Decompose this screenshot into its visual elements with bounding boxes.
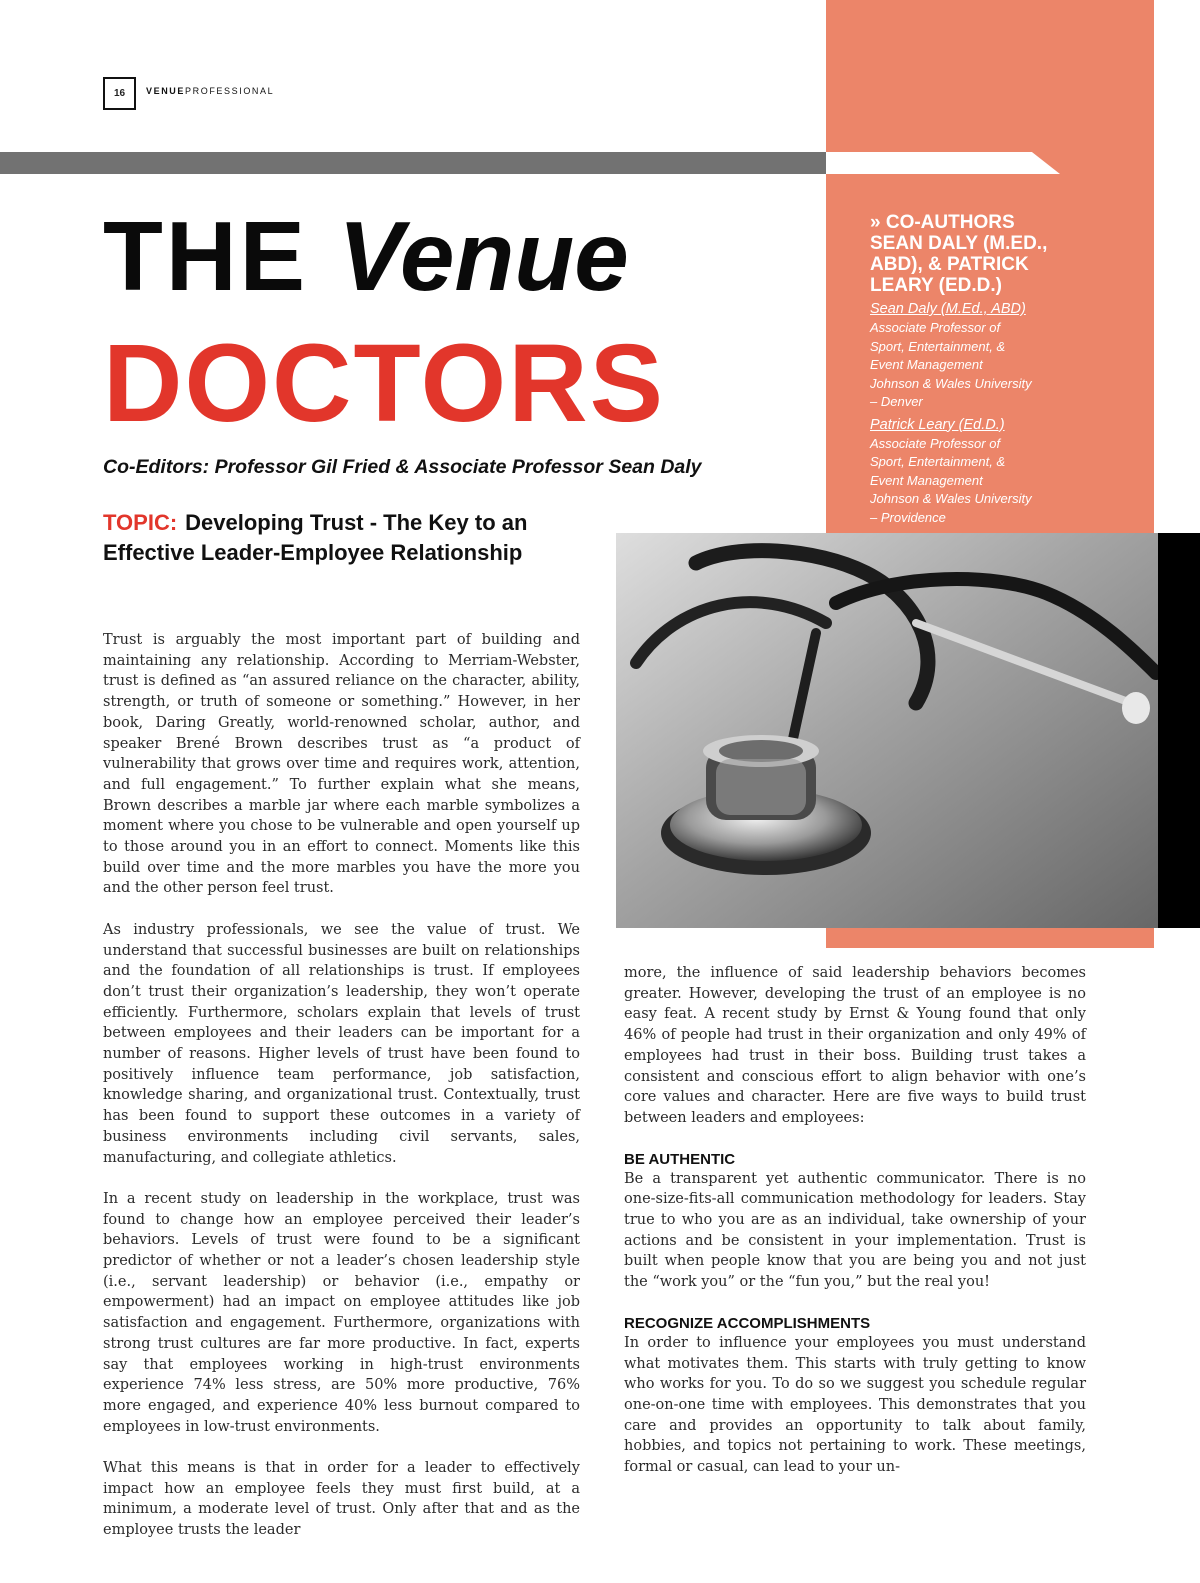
- stethoscope-photo: [616, 533, 1158, 928]
- page-number: 16: [103, 77, 136, 110]
- topic-label: TOPIC:: [103, 510, 178, 535]
- body-paragraph-7: In order to influence your employees you must understand what motivates them. This starts with truly getting to know who works for you. To do so we suggest you schedule regular one-on-one time with employees. This demonstrates that you care and provides an opportunity to talk about family, hobbies, and topics not pertaining to work. These meetings, formal or casual, can lead to your un-: [624, 1334, 1086, 1476]
- author-1-name[interactable]: Sean Daly (M.Ed., ABD): [870, 301, 1026, 317]
- body-paragraph-1: Trust is arguably the most important part of building and maintaining any relationship. According to Merriam-Webster, trust is defined as “an assured reliance on the character, ability, strength, or truth of someone or something.” However, in her book, Daring Greatly, world-renowned scholar, author, and speaker Brené Brown describes trust as “a product of vulnerability that grows over time and requires work, attention, and full engagement.” To further explain what she means, Brown describes a marble jar where each marble symbolizes a moment where you chose to be vulnerable and open yourself up to those around you in an effort to connect. Moments like this build over time and the more marbles you have the more you and the other person feel trust.: [103, 632, 580, 897]
- masthead-brand-bold: VENUE: [146, 86, 186, 96]
- masthead: [146, 86, 274, 96]
- header-rule-notch: [826, 152, 1060, 174]
- body-paragraph-2: As industry professionals, we see the value of trust. We understand that successful businesses are built on relationships and the foundation of all relationships is trust. If employees don’t trust their organization’s leadership, they won’t operate efficiently. Furthermore, scholars explain that levels of trust between employees and their leaders can be important for a number of reasons. Higher levels of trust have been found to positively influence team performance, job satisfaction, knowledge sharing, and organizational trust. Contextually, trust has been found to support these outcomes in a variety of business environments including civil servants, sales, manufacturing, and collegiate athletics.: [103, 921, 580, 1166]
- author-2-name[interactable]: Patrick Leary (Ed.D.): [870, 416, 1005, 433]
- stethoscope-illustration: [616, 533, 1158, 928]
- title-line-1: [103, 200, 629, 313]
- coauthors-heading: » CO-AUTHORS SEAN DALY (M.ED., ABD), & PATRICK LEARY (ED.D.): [870, 212, 1048, 296]
- author-1-role: Associate Professor of Sport, Entertainment, & Event Management Johnson & Wales University – Denver: [870, 320, 1032, 409]
- edge-tab: [1158, 533, 1200, 928]
- topic-text: Developing Trust - The Key to an Effective Leader-Employee Relationship: [103, 510, 528, 565]
- body-paragraph-4: What this means is that in order for a leader to effectively impact how an employee feels they must first build, at a minimum, a moderate level of trust. Only after that and as the employee trusts the leader: [103, 1460, 580, 1539]
- title-doctors: DOCTORS: [103, 322, 666, 445]
- article-column-left: [103, 630, 580, 1541]
- title-venue: Venue: [338, 201, 629, 311]
- article-column-right: [624, 963, 1086, 1478]
- body-paragraph-3: In a recent study on leadership in the workplace, trust was found to change how an employee perceived their leader’s behaviors. Levels of trust were found to be a significant predictor of whether or not a leader’s chosen leadership style (i.e., servant leadership) or behavior (i.e., empathy or empowerment) had an impact on employee attitudes like job satisfaction and engagement. Furthermore, organizations with strong trust cultures are far more productive. In fact, experts say that employees working in high-trust environments experience 74% less stress, are 50% more productive, 76% more engaged, and experience 40% less burnout compared to employees in low-trust environments.: [103, 1190, 580, 1435]
- topic-heading: [103, 508, 583, 568]
- body-paragraph-5: more, the influence of said leadership behaviors becomes greater. However, developing the trust of an employee is no easy feat. A recent study by Ernst & Young found that only 46% of people had trust in their organization and only 49% of employees had trust in their boss. Building trust takes a consistent and conscious effort to align behavior with one’s core values and character. Here are five ways to build trust between leaders and employees:: [624, 965, 1086, 1126]
- section-heading-recognize: RECOGNIZE ACCOMPLISHMENTS: [624, 1314, 871, 1332]
- coeditors-line: Co-Editors: Professor Gil Fried & Associate Professor Sean Daly: [103, 456, 702, 478]
- author-2-role: Associate Professor of Sport, Entertainment, & Event Management Johnson & Wales University – Providence: [870, 435, 1032, 525]
- header-rule: [0, 152, 826, 174]
- title-the: THE: [103, 201, 308, 311]
- masthead-brand-light: PROFESSIONAL: [185, 86, 275, 96]
- coauthors-sidebar: [870, 212, 1100, 527]
- section-heading-authentic: BE AUTHENTIC: [624, 1150, 736, 1168]
- body-paragraph-6: Be a transparent yet authentic communicator. There is no one-size-fits-all communication methodology for leaders. Stay true to who you are as an individual, take ownership of your actions and be consistent in your implementation. Trust is built when people know that you are being you and not just the “work you” or the “fun you,” but the real you!: [624, 1170, 1086, 1291]
